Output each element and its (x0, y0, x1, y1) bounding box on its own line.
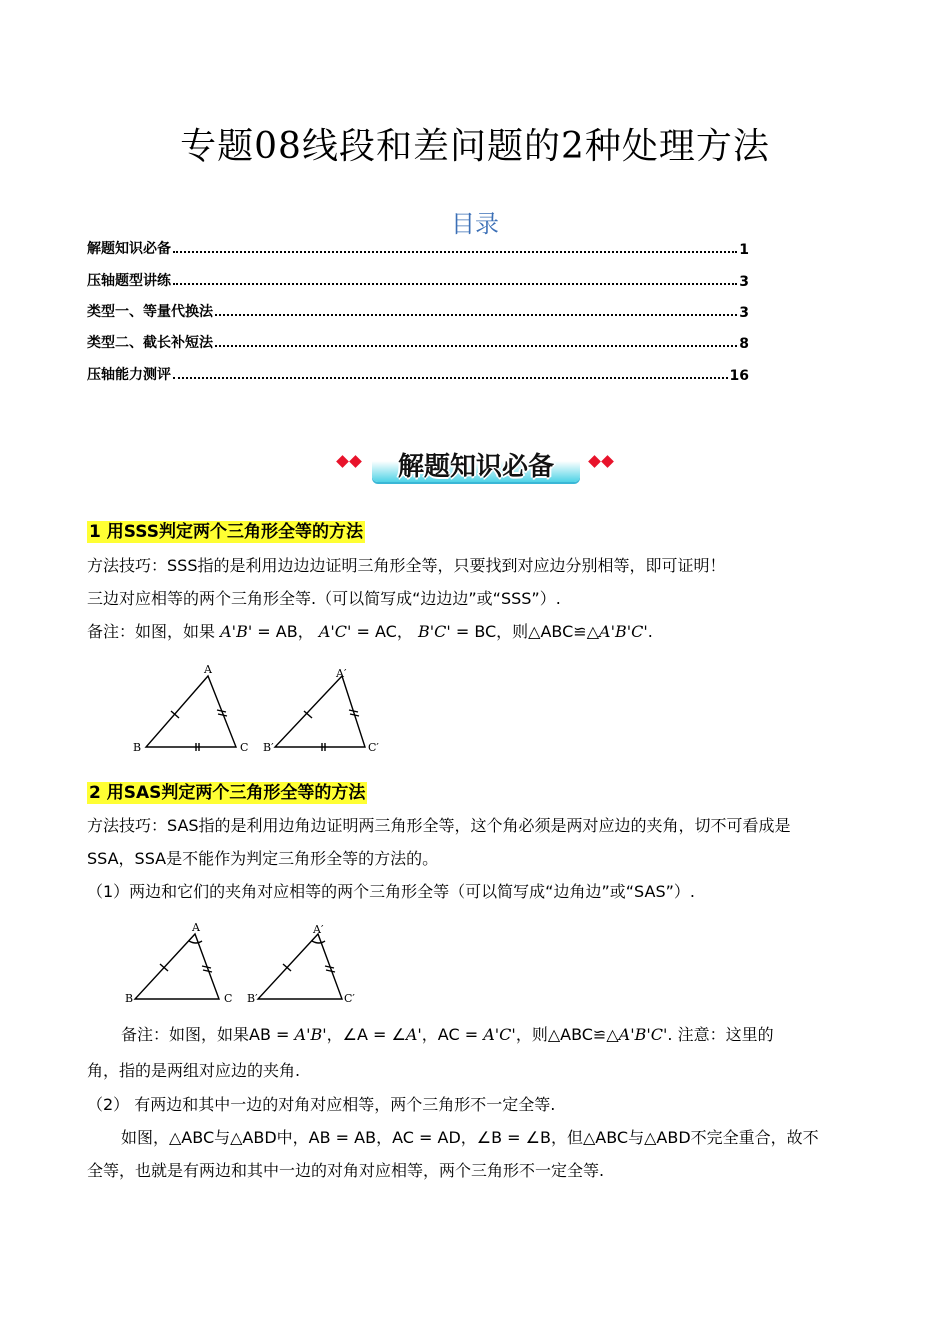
vertex-label-a: A (192, 921, 200, 934)
section2-line2: SSA，SSA是不能作为判定三角形全等的方法的。 (87, 849, 439, 868)
toc-item-label: 类型一、等量代换法 (87, 304, 213, 320)
section1-note: 备注：如图，如果 A'B' = AB， A'C' = AC， B'C' = BC，则△ABC≌△A'B'C'. (87, 622, 653, 641)
toc-leader-dots (215, 345, 737, 347)
toc-heading: 目录 (451, 210, 499, 238)
math-expression: A'B'C' (618, 1025, 668, 1044)
vertex-label-c: C (240, 741, 249, 754)
math-expression: B'C' (417, 622, 451, 641)
math-expression: A'B' (220, 622, 253, 641)
diamond-icon (601, 455, 614, 468)
toc-item[interactable] (87, 362, 749, 384)
vertex-label-b-prime: B′ (263, 741, 274, 754)
vertex-label-b: B (133, 741, 142, 754)
section1-line1: 方法技巧：SSS指的是利用边边边证明三角形全等，只要找到对应边分别相等，即可证明！ (87, 556, 726, 575)
vertex-label-a-prime: A′ (313, 923, 324, 936)
math-expression: A' (405, 1025, 422, 1044)
section1-line2: 三边对应相等的两个三角形全等.（可以简写成“边边边”或“SSS”）. (87, 589, 561, 608)
banner-text: 解题知识必备 (397, 452, 554, 482)
vertex-label-b: B (125, 992, 134, 1005)
section-banner (330, 440, 620, 486)
section2-item2: （2） 有两边和其中一边的对角对应相等，两个三角形不一定全等. (87, 1095, 556, 1114)
toc-item-page: 16 (729, 368, 749, 384)
sas-triangles-figure (118, 920, 368, 1010)
section2-note: 备注：如图，如果AB = A'B'，∠A = ∠A'，AC = A'C'，则△ABC≌△A'B'C'. 注意：这里的 (121, 1025, 774, 1044)
toc-item-page: 1 (739, 242, 749, 258)
vertex-label-c-prime: C′ (368, 741, 379, 754)
toc-item-label: 压轴能力测评 (87, 367, 171, 383)
document-title: 专题08线段和差问题的2种处理方法 (180, 126, 770, 167)
toc-item-page: 3 (739, 274, 749, 290)
toc-item[interactable] (87, 268, 749, 290)
toc-leader-dots (173, 283, 737, 285)
toc-item-label: 压轴题型讲练 (87, 273, 171, 289)
diamond-icon (588, 455, 601, 468)
toc-item[interactable] (87, 299, 749, 321)
diamond-icon (336, 455, 349, 468)
toc-leader-dots (173, 377, 728, 379)
toc-item-label: 解题知识必备 (87, 241, 171, 257)
math-expression: A'B' (294, 1025, 327, 1044)
math-expression: A'C' (318, 622, 352, 641)
section2-note-line2: 角，指的是两组对应边的夹角. (87, 1061, 301, 1080)
toc-item[interactable] (87, 330, 749, 352)
vertex-label-a: A (204, 663, 212, 676)
diamond-icon (349, 455, 362, 468)
section1-heading: 1 用SSS判定两个三角形全等的方法 (89, 522, 363, 542)
toc-item-page: 3 (739, 305, 749, 321)
toc-leader-dots (173, 251, 737, 253)
toc-leader-dots (215, 314, 737, 316)
section2-item1: （1）两边和它们的夹角对应相等的两个三角形全等（可以简写成“边角边”或“SAS”）. (87, 882, 695, 901)
toc-item-label: 类型二、截长补短法 (87, 335, 213, 351)
math-expression: A'B'C' (599, 622, 648, 641)
math-expression: A'C' (483, 1025, 516, 1044)
vertex-label-c-prime: C′ (344, 992, 355, 1005)
toc-item-page: 8 (739, 336, 749, 352)
vertex-label-a-prime: A′ (336, 667, 347, 680)
toc-item[interactable] (87, 236, 749, 258)
section2-example-line1: 如图，△ABC与△ABD中，AB = AB，AC = AD，∠B = ∠B，但△ABC与△ABD不完全重合，故不 (121, 1128, 819, 1147)
sss-triangles-figure (120, 660, 400, 760)
vertex-label-b-prime: B′ (247, 992, 258, 1005)
vertex-label-c: C (224, 992, 233, 1005)
section2-line1: 方法技巧：SAS指的是利用边角边证明两三角形全等，这个角必须是两对应边的夹角，切不可看成是 (87, 816, 791, 835)
section2-heading: 2 用SAS判定两个三角形全等的方法 (89, 783, 366, 803)
section2-example-line2: 全等，也就是有两边和其中一边的对角对应相等，两个三角形不一定全等. (87, 1161, 605, 1180)
